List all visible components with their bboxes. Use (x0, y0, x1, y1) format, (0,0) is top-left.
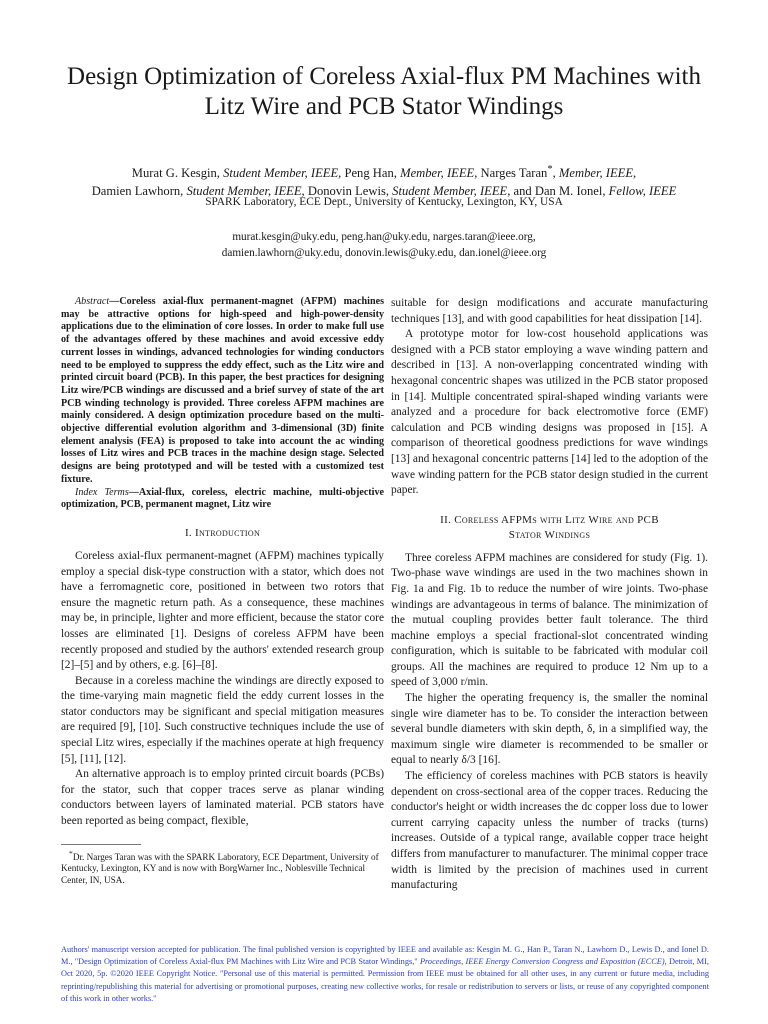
affiliation: SPARK Laboratory, ECE Dept., University of Kentucky, Lexington, KY, USA (205, 196, 563, 208)
paragraph: The efficiency of coreless machines with PCB stators is heavily dependent on cross-sectional area of the copper traces. Reducing the conductor's height or width increases the dc copper loss due to lower current carrying capacity unless the number of tracks (turns) increases. Outside of a typical range, available copper trace height differs from manufacturer to manufacturer. The minimal copper trace width is limited by the precision of machines used in current manufacturing (391, 770, 708, 892)
author-name: , Donovin Lewis, (301, 183, 393, 198)
section-number: II. (440, 513, 455, 526)
paragraph: Because in a coreless machine the windings are directly exposed to the time-varying main magnetic field the eddy current losses in the stator conductors may be significant and special mitigation measures are required [9], [10]. Such constructive techniques include the use of special Litz wires, especially if the machines operate at high frequency [5], [11], [12]. (61, 674, 384, 765)
footnote-marker: * (69, 848, 73, 858)
notice-text: , Detroit, MI, Oct 2020, 5p. ©2020 IEEE Copyright Notice. "Personal use of this material is permitted. Permission from IEEE must be obtained for all other uses, in any current or future media, including reprinting/republishing this material for advertising or promotional purposes, creating new collective works, for resale or redistribution to servers or lists, or reuse of any copyrighted component of this work in other works." (61, 957, 710, 1003)
copyright-notice (61, 944, 709, 1005)
section-title: Coreless AFPMs with Litz Wire and PCB (454, 513, 659, 526)
title-line-1: Design Optimization of Coreless Axial-flux PM Machines with (67, 63, 701, 90)
paper-title (40, 62, 728, 122)
authors-line-1 (30, 161, 738, 183)
section-number: I. (184, 526, 196, 539)
footnote-divider (61, 844, 141, 845)
section-title-line-2: Stator Windings (508, 528, 591, 541)
author-role: Student Member, IEEE (186, 183, 302, 198)
emails-line-2: damien.lawhorn@uky.edu, donovin.lewis@uky.edu, dan.ionel@ieee.org (221, 247, 547, 259)
notice-venue: Proceedings, IEEE Energy Conversion Congress and Exposition (ECCE) (419, 957, 665, 967)
footnote (61, 848, 384, 887)
notice-text: Authors' manuscript version accepted for publication. The final published version is copyrighted by IEEE and available as: Kesgin M. G., Han P., Taran N., Lawhorn D., Lewis D., and Ionel D. M., "Design Optimization of Coreless Axial-flux PM Machines with Litz Wire and PCB Stator Windings," (61, 945, 709, 967)
paragraph: suitable for design modifications and accurate manufacturing techniques [13], and with good capabilities for heat dissipation [14]. (391, 297, 708, 325)
paragraph: The higher the operating frequency is, the smaller the nominal single wire diameter has to be. To consider the interaction between several bundle diameters with skin depth, δ, in a simplified way, the maximum single wire diameter is recommended to be smaller or equal to nearly δ/3 [16]. (391, 692, 708, 767)
footnote-text: Dr. Narges Taran was with the SPARK Laboratory, ECE Department, University of Kentucky, Lexington, KY and is now with BorgWarner Inc., Noblesville Technical Center, IN, USA. (61, 851, 379, 885)
author-role: Member, IEEE (400, 166, 475, 181)
section-title: Introduction (195, 526, 261, 539)
right-column (391, 296, 708, 894)
author-emails (30, 229, 738, 261)
section-title-line-1 (391, 513, 708, 528)
author-name: Damien Lawhorn, (91, 183, 187, 198)
paragraph: An alternative approach is to employ printed circuit boards (PCBs) for the stator, such that copper traces serve as planar winding conductors between layers of laminated material. PCB stators have been reported as being compact, flexible, (61, 768, 384, 828)
author-name: , and Dan M. Ionel, (507, 183, 609, 198)
author-name: , Narges Taran (474, 166, 548, 181)
author-sep: , (633, 166, 637, 181)
abstract (61, 296, 384, 487)
footnote-marker: * (547, 164, 553, 175)
index-terms (61, 487, 384, 512)
index-terms-lead: Index Terms (75, 486, 129, 498)
author-name: Murat G. Kesgin, (131, 166, 224, 181)
index-terms-text: —Axial-flux, coreless, electric machine, multi-objective optimization, PCB, permanent magnet, Litz wire (61, 486, 384, 511)
section-heading-introduction (61, 526, 384, 541)
paragraph: A prototype motor for low-cost household applications was designed with a PCB stator employing a wave winding pattern and described in [13]. A non-overlapping concentrated winding with hexagonal concentric shapes was utilized in the PCB stator proposed in [14]. Multiple concentrated spiral-shaped winding variants were analyzed and a procedure for back electromotive force (EMF) calculation and PCB winding designs was proposed in [15]. A comparison of theoretical goodness predictions for wave windings [13] and hexagonal concentric patterns [14] led to the adoption of the wave winding pattern for the PCB stator design studied in the current paper. (391, 328, 708, 497)
author-role: Student Member, IEEE (392, 183, 508, 198)
author-role: Fellow, IEEE (608, 183, 677, 198)
title-line-2: Litz Wire and PCB Stator Windings (204, 93, 564, 120)
author-role: Student Member, IEEE (223, 166, 339, 181)
section-heading-coreless-afpms (391, 513, 708, 543)
abstract-text: —Coreless axial-flux permanent-magnet (AFPM) machines may be attractive options for high-speed and high-power-density applications due to the elimination of core losses. In order to make full use of the advantages offered by these machines and avoid excessive eddy current losses in windings, advanced technologies for winding conductors need to be employed to suppress the eddy effect, such as the Litz wire and printed circuit board (PCB). In this paper, the best practices for designing Litz wire/PCB windings are discussed and a brief survey of state of the art PCB winding technology is provided. Three coreless AFPM machines are mainly considered. A design optimization procedure based on the multi-objective differential evolution algorithm and 3-dimensional (3D) finite element analysis (FEA) is proposed to take into account the ac winding losses of Litz wires and PCB traces in the machine design stage. Selected designs are being prototyped and will be tested with a customized test fixture. (61, 296, 384, 485)
abstract-lead: Abstract (75, 296, 110, 307)
author-sep: , (552, 166, 559, 181)
author-list (30, 161, 738, 200)
author-name: , Peng Han, (338, 166, 401, 181)
author-role: Member, IEEE (558, 166, 634, 181)
paragraph: Three coreless AFPM machines are considered for study (Fig. 1). Two-phase wave windings are used in the two machines shown in Fig. 1a and Fig. 1b to reduce the number of wire joints. Two-phase windings are advantageous in terms of balance. The minimization of the mutual coupling provides better fault tolerance. The third machine employs a special fractional-slot concentrated winding configuration, which is suitable to be fabricated with modular coil groups. All the machines are required to produce 12 Nm up to a speed of 3,000 r/min. (391, 551, 708, 689)
left-column (61, 296, 384, 886)
paragraph: Coreless axial-flux permanent-magnet (AFPM) machines typically employ a special disk-type construction with a stator, which does not have a ferromagnetic core, positioned in between two rotors that ensure the magnetic return path. As a consequence, these machines may be, in principle, lighter and more efficient, because the stator core losses are eliminated [1]. Designs of coreless AFPM have been recently proposed and studied by the authors' extended research group [2]–[5] and by others, e.g. [6]–[8]. (61, 549, 384, 672)
emails-line-1: murat.kesgin@uky.edu, peng.han@uky.edu, narges.taran@ieee.org, (232, 231, 536, 243)
